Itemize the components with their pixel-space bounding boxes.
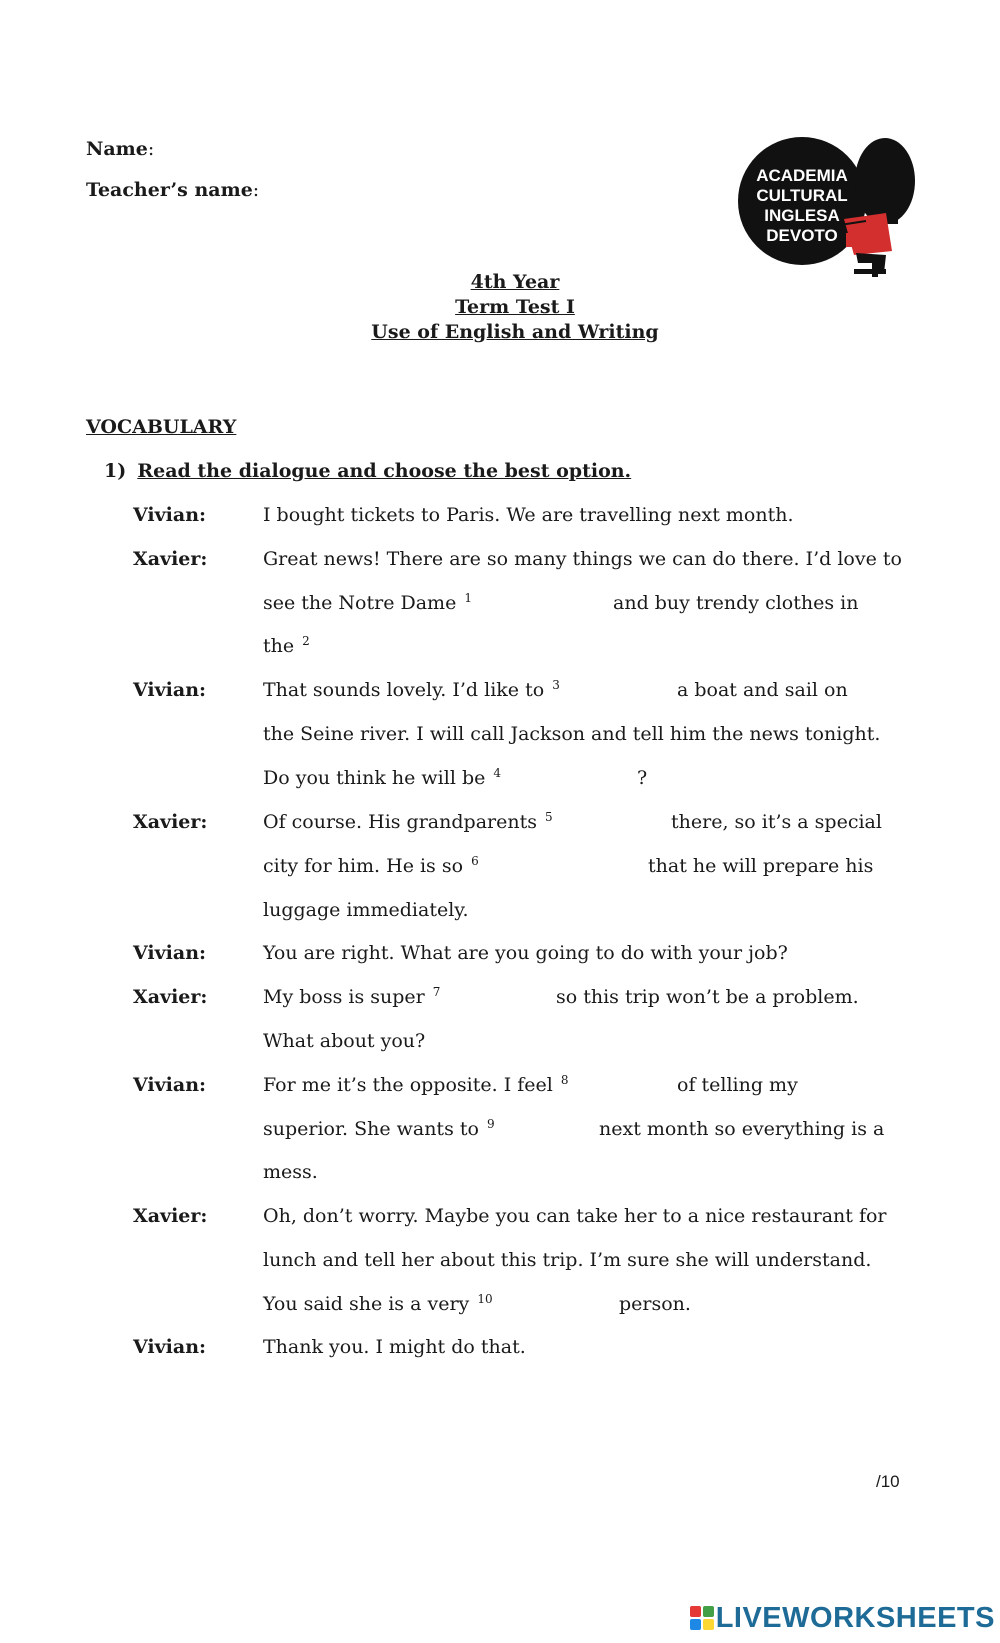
dialogue-line: You are right. What are you going to do with your job? bbox=[263, 942, 788, 964]
speaker-label: Vivian: bbox=[133, 1336, 207, 1358]
dialogue-line: see the Notre Dame $^1$ bbox=[263, 591, 473, 614]
dialogue-line: luggage immediately. bbox=[263, 899, 469, 921]
dialogue-line: Oh, don’t worry. Maybe you can take her to a nice restaurant for bbox=[263, 1205, 887, 1227]
teacher-name-field bbox=[86, 179, 259, 201]
logo-line-1: ACADEMIA bbox=[756, 166, 848, 185]
dialogue-line: What about you? bbox=[263, 1030, 426, 1052]
gap-number: 4 bbox=[493, 766, 502, 780]
speaker-label: Vivian: bbox=[133, 942, 207, 964]
liveworksheets-watermark bbox=[690, 1600, 995, 1636]
gap-number: 8 bbox=[560, 1073, 569, 1087]
gap-number: 2 bbox=[302, 634, 310, 648]
score-total: /10 bbox=[876, 1472, 900, 1491]
dialogue-line: the $^2$ bbox=[263, 634, 310, 657]
dialogue-line-continuation: so this trip won’t be a problem. bbox=[556, 986, 859, 1008]
gap-number: 7 bbox=[432, 985, 441, 999]
gap-number: 6 bbox=[471, 854, 479, 868]
name-field bbox=[86, 138, 154, 160]
name-colon: : bbox=[147, 138, 155, 160]
liveworksheets-logo-icon bbox=[690, 1606, 714, 1630]
year-title: 4th Year bbox=[470, 271, 560, 293]
school-logo bbox=[736, 133, 926, 279]
speaker-label: Xavier: bbox=[133, 811, 208, 833]
dialogue-line: superior. She wants to $^9$ bbox=[263, 1117, 495, 1140]
speaker-label: Vivian: bbox=[133, 504, 207, 526]
gap-number: 10 bbox=[477, 1292, 493, 1306]
dialogue-line: My boss is super $^7$ bbox=[263, 985, 441, 1008]
dialogue-line: That sounds lovely. I’d like to $^3$ bbox=[263, 678, 560, 701]
gap-number: 5 bbox=[545, 810, 553, 824]
dialogue-line: You said she is a very $^{10}$ bbox=[263, 1292, 493, 1315]
dialogue-line-continuation: there, so it’s a special bbox=[671, 811, 882, 833]
name-label: Name bbox=[86, 138, 148, 160]
dialogue-line-continuation: person. bbox=[619, 1293, 691, 1315]
dialogue-line: For me it’s the opposite. I feel $^8$ bbox=[263, 1073, 569, 1096]
question-number: 1) bbox=[104, 460, 127, 482]
dialogue-line: city for him. He is so $^6$ bbox=[263, 854, 479, 877]
speaker-label: Xavier: bbox=[133, 1205, 208, 1227]
dialogue-line-continuation: of telling my bbox=[677, 1074, 798, 1096]
speaker-label: Xavier: bbox=[133, 986, 208, 1008]
question-1 bbox=[104, 460, 631, 482]
teacher-name-colon: : bbox=[252, 179, 260, 201]
dialogue-line-continuation: a boat and sail on bbox=[677, 679, 848, 701]
dialogue-line: Thank you. I might do that. bbox=[263, 1336, 526, 1358]
royal-guard-icon bbox=[736, 133, 926, 279]
teacher-name-label: Teacher’s name bbox=[86, 179, 253, 201]
dialogue-line: Do you think he will be $^4$ bbox=[263, 766, 502, 789]
dialogue-line: the Seine river. I will call Jackson and tell him the news tonight. bbox=[263, 723, 881, 745]
speaker-label: Xavier: bbox=[133, 548, 208, 570]
test-title: Term Test I bbox=[455, 296, 575, 318]
gap-number: 3 bbox=[552, 678, 560, 692]
section-heading: VOCABULARY bbox=[86, 416, 237, 438]
gap-number: 9 bbox=[486, 1117, 495, 1131]
dialogue-line: Of course. His grandparents $^5$ bbox=[263, 810, 553, 833]
dialogue-line-continuation: and buy trendy clothes in bbox=[613, 592, 859, 614]
dialogue-line: I bought tickets to Paris. We are travelling next month. bbox=[263, 504, 794, 526]
dialogue-line: mess. bbox=[263, 1161, 318, 1183]
speaker-label: Vivian: bbox=[133, 1074, 207, 1096]
question-instruction: Read the dialogue and choose the best option. bbox=[137, 460, 632, 482]
logo-line-4: DEVOTO bbox=[766, 226, 838, 245]
speaker-label: Vivian: bbox=[133, 679, 207, 701]
logo-line-3: INGLESA bbox=[764, 206, 840, 225]
gap-number: 1 bbox=[464, 591, 473, 605]
dialogue-line-continuation: next month so everything is a bbox=[599, 1118, 885, 1140]
dialogue-line-continuation: ? bbox=[637, 767, 648, 789]
logo-line-2: CULTURAL bbox=[756, 186, 848, 205]
dialogue-line: Great news! There are so many things we can do there. I’d love to bbox=[263, 548, 902, 570]
dialogue-line-continuation: that he will prepare his bbox=[648, 855, 874, 877]
liveworksheets-brand: LIVEWORKSHEETS bbox=[715, 1601, 995, 1634]
subject-title: Use of English and Writing bbox=[371, 321, 659, 343]
dialogue-line: lunch and tell her about this trip. I’m sure she will understand. bbox=[263, 1249, 872, 1271]
